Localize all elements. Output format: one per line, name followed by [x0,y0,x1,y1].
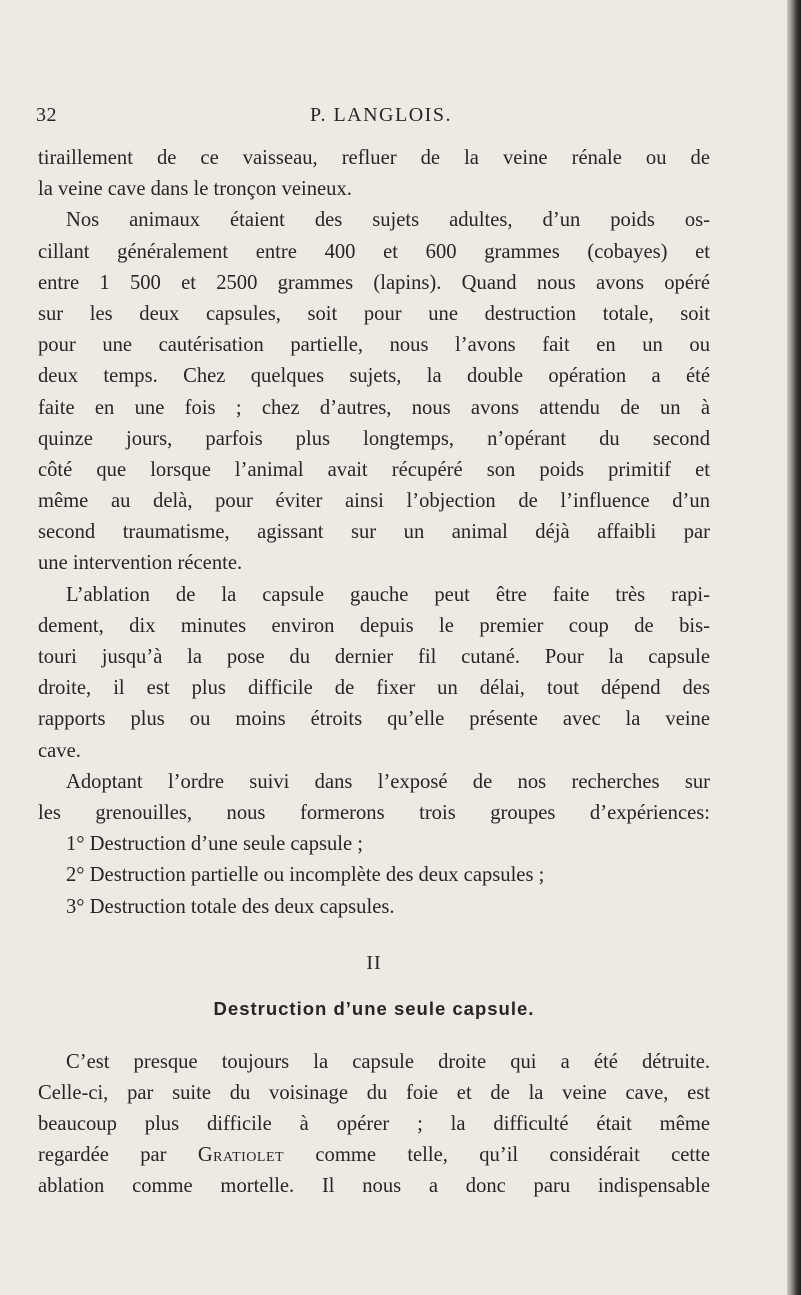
body-text [38,143,710,1203]
paragraph [38,143,710,205]
text-line: quinze jours, parfois plus longtemps, n’opérant du second [38,427,710,450]
text-line: deux temps. Chez quelques sujets, la double opération a été [38,365,710,388]
text-line: tiraillement de ce vaisseau, refluer de la veine rénale ou de [38,147,710,169]
list-item [38,892,710,923]
section-title: Destruction d’une seule capsule. [213,997,535,1019]
text-line: 1° Destruction d’une seule capsule ; [66,833,364,856]
text-line: la veine cave dans le tronçon veineux. [38,178,352,201]
text-line: beaucoup plus difficile à opérer ; la difficulté était même [38,1113,710,1136]
text-line: L’ablation de la capsule gauche peut être faite très rapi- [66,583,710,606]
binding-edge [787,0,801,1295]
text-line: les grenouilles, nous formerons trois groupes d’expériences: [38,801,710,824]
list-item [38,860,710,891]
text-line: 2° Destruction partielle ou incomplète des deux capsules ; [66,864,545,887]
text-line: 3° Destruction totale des deux capsules. [66,895,395,918]
paragraph [38,580,710,767]
page-header [36,104,726,134]
running-head: P. LANGLOIS. [310,104,452,126]
section-number: II [366,951,382,974]
text-line: côté que lorsque l’animal avait récupéré son poids primitif et [38,458,710,481]
text-fragment: regardée par [38,1144,198,1167]
paragraph [38,1047,710,1203]
text-line: pour une cautérisation partielle, nous l’avons fait en un ou [38,334,710,357]
text-line: cillant généralement entre 400 et 600 grammes (cobayes) et [38,240,710,263]
text-line: ablation comme mortelle. Il nous a donc paru indispensable [38,1175,710,1198]
text-line: Celle-ci, par suite du voisinage du foie et de la veine cave, est [38,1081,710,1104]
text-fragment: comme telle, qu’il considérait cette [284,1144,710,1167]
text-line: cave. [38,739,81,762]
text-line: C’est presque toujours la capsule droite qui a été détruite. [66,1050,710,1073]
text-line: Adoptant l’ordre suivi dans l’exposé de nos recherches sur [66,770,710,793]
author-name: Gratiolet [197,1144,285,1167]
text-line: une intervention récente. [38,552,243,575]
text-line: faite en une fois ; chez d’autres, nous avons attendu de un à [38,396,710,419]
text-line: second traumatisme, agissant sur un animal déjà affaibli par [38,521,710,544]
paragraph [38,767,710,829]
text-line: touri jusqu’à la pose du dernier fil cutané. Pour la capsule [38,646,710,668]
page-number: 32 [36,104,57,126]
paragraph [38,205,710,579]
text-line [38,1140,710,1171]
text-line: dement, dix minutes environ depuis le premier coup de bis- [38,614,710,637]
text-line: entre 1 500 et 2500 grammes (lapins). Quand nous avons opéré [38,271,710,294]
text-line: sur les deux capsules, soit pour une destruction totale, soit [38,302,710,325]
text-line: rapports plus ou moins étroits qu’elle présente avec la veine [38,708,710,731]
text-line: droite, il est plus difficile de fixer un délai, tout dépend des [38,677,710,700]
text-line: Nos animaux étaient des sujets adultes, d’un poids os- [66,209,710,232]
text-line: même au delà, pour éviter ainsi l’objection de l’influence d’un [38,490,710,513]
list-item [38,829,710,860]
